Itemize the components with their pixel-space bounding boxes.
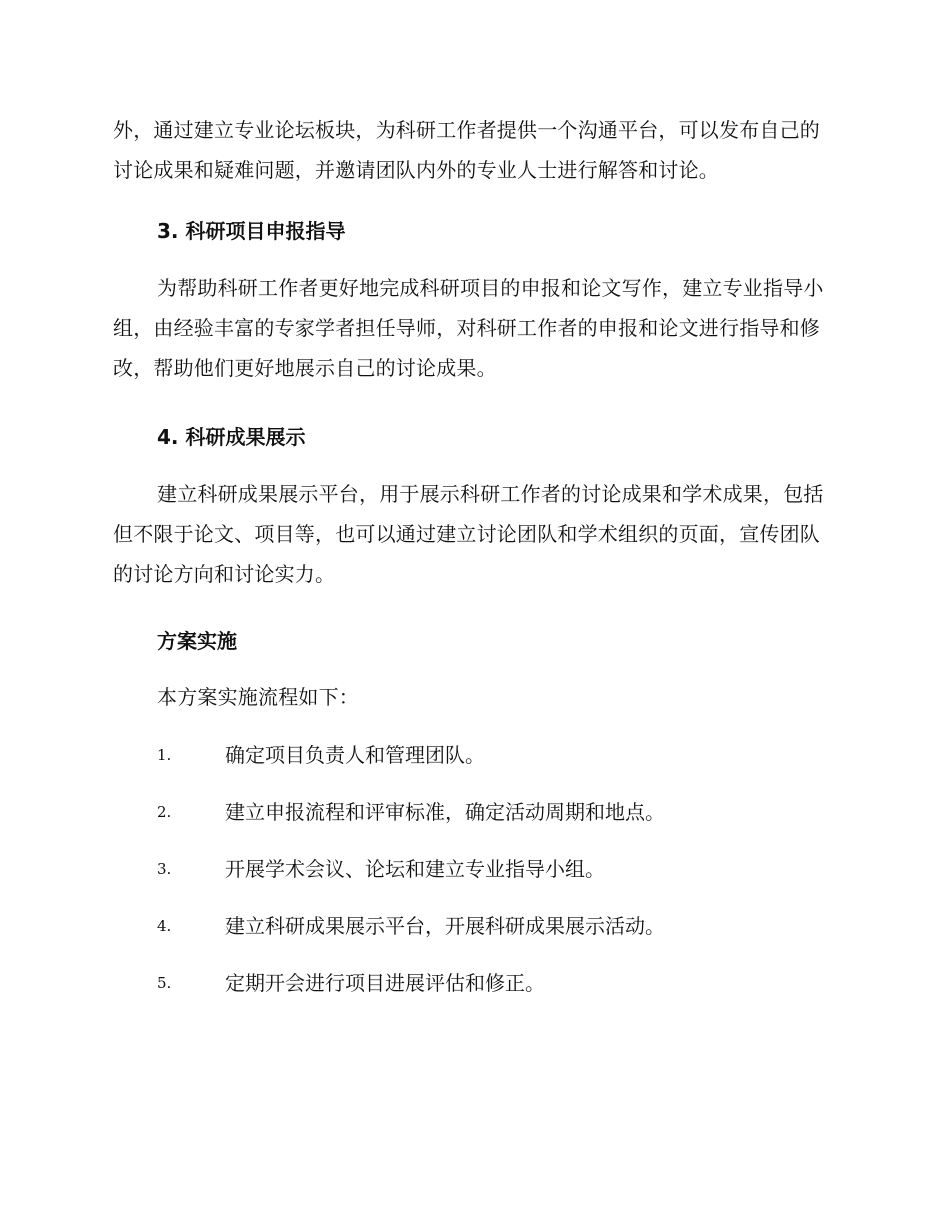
list-number: 4.	[157, 917, 172, 935]
list-number: 2.	[157, 803, 172, 821]
section-4-heading: 4. 科研成果展示	[157, 425, 306, 449]
continuation-paragraph: 外，通过建立专业论坛板块，为科研工作者提供一个沟通平台，可以发布自己的讨论成果和疑难问题，并邀请团队内外的专业人士进行解答和讨论。	[113, 118, 820, 182]
section-4-body: 建立科研成果展示平台，用于展示科研工作者的讨论成果和学术成果，包括但不限于论文、项目等，也可以通过建立讨论团队和学术组织的页面，宣传团队的讨论方向和讨论实力。	[113, 482, 824, 586]
section-3-body: 为帮助科研工作者更好地完成科研项目的申报和论文写作，建立专业指导小组，由经验丰富的专家学者担任导师，对科研工作者的申报和论文进行指导和修改，帮助他们更好地展示自己的讨论成果。	[113, 276, 824, 380]
list-text: 定期开会进行项目进展评估和修正。	[225, 971, 545, 995]
list-text: 建立科研成果展示平台，开展科研成果展示活动。	[225, 914, 665, 938]
list-text: 确定项目负责人和管理团队。	[225, 743, 485, 767]
section-3-heading: 3. 科研项目申报指导	[157, 219, 346, 243]
implementation-heading: 方案实施	[157, 629, 237, 653]
list-item	[157, 911, 837, 941]
list-item	[157, 797, 837, 827]
list-item	[157, 968, 837, 998]
list-number: 1.	[157, 746, 172, 764]
list-text: 开展学术会议、论坛和建立专业指导小组。	[225, 857, 605, 881]
implementation-intro: 本方案实施流程如下：	[157, 685, 359, 709]
list-item	[157, 740, 837, 770]
list-number: 5.	[157, 974, 172, 992]
list-number: 3.	[157, 860, 172, 878]
list-text: 建立申报流程和评审标准，确定活动周期和地点。	[225, 800, 665, 824]
list-item	[157, 854, 837, 884]
